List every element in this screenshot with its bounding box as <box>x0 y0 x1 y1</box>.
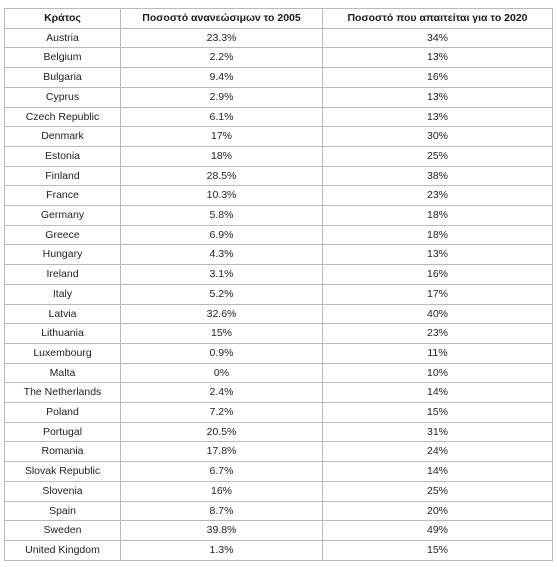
cell-target-2020: 17% <box>323 284 553 304</box>
cell-share-2005: 8.7% <box>121 501 323 521</box>
cell-share-2005: 17% <box>121 127 323 147</box>
table-row <box>5 422 553 442</box>
table-row <box>5 206 553 226</box>
cell-target-2020: 23% <box>323 186 553 206</box>
table-row <box>5 383 553 403</box>
cell-country: Poland <box>5 403 121 423</box>
table-row <box>5 304 553 324</box>
cell-country: Portugal <box>5 422 121 442</box>
cell-country: Sweden <box>5 521 121 541</box>
table-row <box>5 265 553 285</box>
table-row <box>5 284 553 304</box>
table-row <box>5 107 553 127</box>
cell-share-2005: 1.3% <box>121 540 323 560</box>
header-target-2020: Ποσοστό που απαιτείται για το 2020 <box>323 9 553 29</box>
cell-share-2005: 23.3% <box>121 28 323 48</box>
table-row <box>5 403 553 423</box>
table-row <box>5 146 553 166</box>
cell-target-2020: 11% <box>323 343 553 363</box>
cell-country: Italy <box>5 284 121 304</box>
table-row <box>5 324 553 344</box>
table-row <box>5 186 553 206</box>
cell-share-2005: 9.4% <box>121 68 323 88</box>
cell-country: Slovenia <box>5 481 121 501</box>
table-row <box>5 501 553 521</box>
cell-target-2020: 18% <box>323 206 553 226</box>
table-row <box>5 540 553 560</box>
cell-share-2005: 7.2% <box>121 403 323 423</box>
cell-country: Spain <box>5 501 121 521</box>
table-row <box>5 225 553 245</box>
cell-country: Belgium <box>5 48 121 68</box>
cell-share-2005: 39.8% <box>121 521 323 541</box>
cell-country: Greece <box>5 225 121 245</box>
cell-target-2020: 10% <box>323 363 553 383</box>
cell-share-2005: 28.5% <box>121 166 323 186</box>
table-header <box>5 9 553 29</box>
cell-share-2005: 16% <box>121 481 323 501</box>
cell-share-2005: 6.9% <box>121 225 323 245</box>
cell-share-2005: 6.7% <box>121 462 323 482</box>
cell-country: Austria <box>5 28 121 48</box>
cell-share-2005: 2.4% <box>121 383 323 403</box>
cell-country: Latvia <box>5 304 121 324</box>
cell-target-2020: 18% <box>323 225 553 245</box>
cell-country: Finland <box>5 166 121 186</box>
table-row <box>5 363 553 383</box>
cell-target-2020: 13% <box>323 48 553 68</box>
table-row <box>5 462 553 482</box>
cell-share-2005: 0.9% <box>121 343 323 363</box>
table-row <box>5 245 553 265</box>
cell-target-2020: 40% <box>323 304 553 324</box>
cell-target-2020: 38% <box>323 166 553 186</box>
cell-share-2005: 10.3% <box>121 186 323 206</box>
cell-country: Hungary <box>5 245 121 265</box>
table-row <box>5 481 553 501</box>
cell-target-2020: 34% <box>323 28 553 48</box>
cell-target-2020: 13% <box>323 87 553 107</box>
cell-country: Bulgaria <box>5 68 121 88</box>
header-row <box>5 9 553 29</box>
cell-country: Cyprus <box>5 87 121 107</box>
cell-country: United Kingdom <box>5 540 121 560</box>
cell-share-2005: 32.6% <box>121 304 323 324</box>
cell-country: The Netherlands <box>5 383 121 403</box>
table-row <box>5 343 553 363</box>
cell-country: Estonia <box>5 146 121 166</box>
cell-country: Slovak Republic <box>5 462 121 482</box>
cell-target-2020: 16% <box>323 265 553 285</box>
cell-share-2005: 0% <box>121 363 323 383</box>
cell-target-2020: 14% <box>323 383 553 403</box>
cell-target-2020: 30% <box>323 127 553 147</box>
cell-target-2020: 25% <box>323 146 553 166</box>
table-row <box>5 127 553 147</box>
header-country: Κράτος <box>5 9 121 29</box>
header-share-2005: Ποσοστό ανανεώσιμων το 2005 <box>121 9 323 29</box>
table-row <box>5 28 553 48</box>
cell-country: Malta <box>5 363 121 383</box>
cell-share-2005: 15% <box>121 324 323 344</box>
cell-share-2005: 18% <box>121 146 323 166</box>
cell-share-2005: 3.1% <box>121 265 323 285</box>
cell-target-2020: 31% <box>323 422 553 442</box>
cell-share-2005: 5.2% <box>121 284 323 304</box>
cell-share-2005: 6.1% <box>121 107 323 127</box>
table-row <box>5 166 553 186</box>
table-row <box>5 48 553 68</box>
cell-share-2005: 20.5% <box>121 422 323 442</box>
table-body <box>5 28 553 560</box>
cell-share-2005: 17.8% <box>121 442 323 462</box>
table-row <box>5 87 553 107</box>
cell-target-2020: 25% <box>323 481 553 501</box>
cell-target-2020: 14% <box>323 462 553 482</box>
table-row <box>5 442 553 462</box>
cell-target-2020: 13% <box>323 245 553 265</box>
table-row <box>5 521 553 541</box>
cell-target-2020: 16% <box>323 68 553 88</box>
cell-target-2020: 15% <box>323 403 553 423</box>
cell-country: Romania <box>5 442 121 462</box>
cell-country: Ireland <box>5 265 121 285</box>
cell-country: France <box>5 186 121 206</box>
cell-target-2020: 20% <box>323 501 553 521</box>
cell-share-2005: 5.8% <box>121 206 323 226</box>
cell-country: Germany <box>5 206 121 226</box>
cell-country: Lithuania <box>5 324 121 344</box>
cell-target-2020: 23% <box>323 324 553 344</box>
renewables-table <box>4 8 553 561</box>
cell-target-2020: 15% <box>323 540 553 560</box>
cell-target-2020: 49% <box>323 521 553 541</box>
cell-country: Czech Republic <box>5 107 121 127</box>
cell-share-2005: 2.2% <box>121 48 323 68</box>
table-row <box>5 68 553 88</box>
cell-share-2005: 2.9% <box>121 87 323 107</box>
cell-target-2020: 13% <box>323 107 553 127</box>
cell-country: Denmark <box>5 127 121 147</box>
cell-country: Luxembourg <box>5 343 121 363</box>
cell-share-2005: 4.3% <box>121 245 323 265</box>
cell-target-2020: 24% <box>323 442 553 462</box>
